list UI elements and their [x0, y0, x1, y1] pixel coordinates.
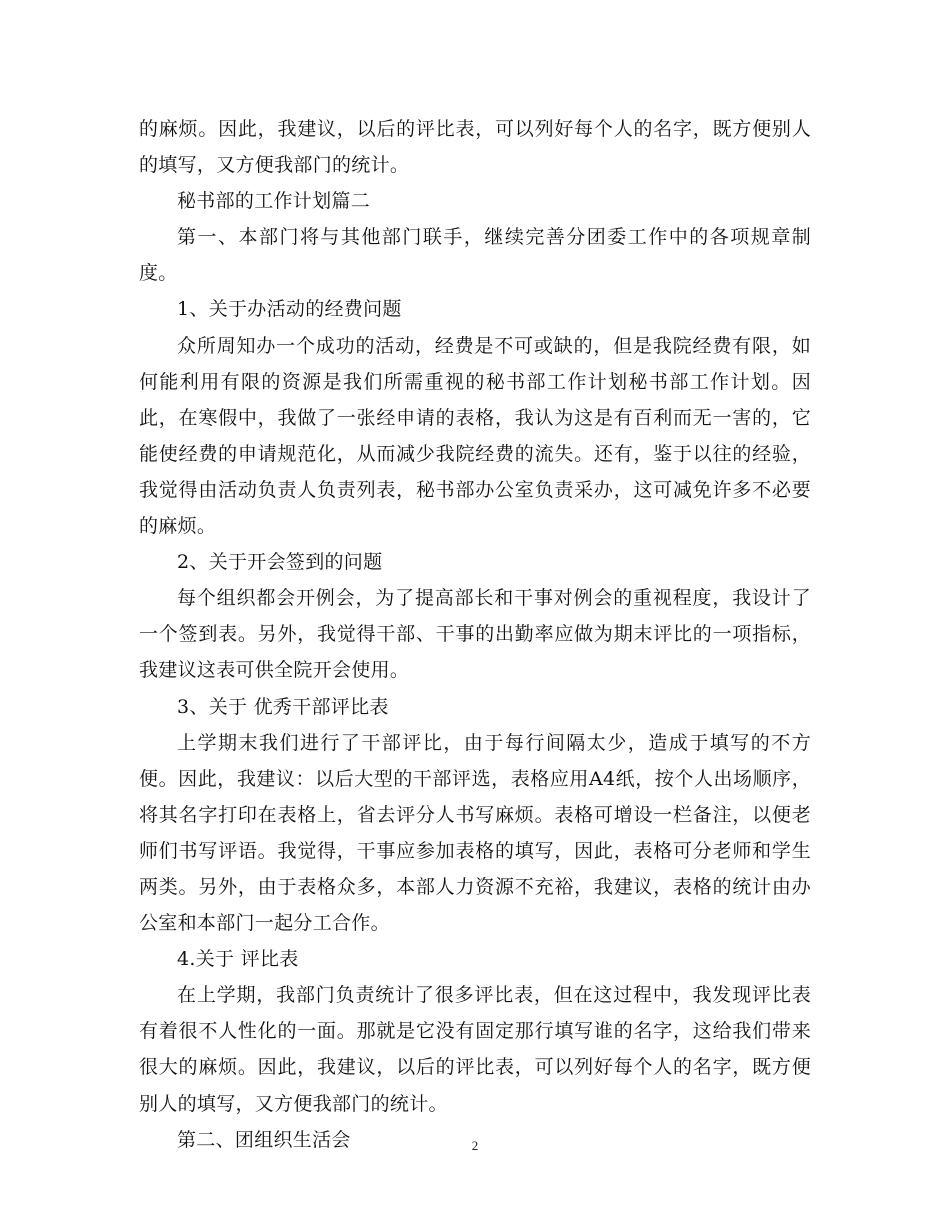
- page-number: 2: [471, 1138, 479, 1153]
- paragraph: 上学期末我们进行了干部评比，由于每行间隔太少，造成于填写的不方便。因此，我建议：以后大型的干部评选，表格应用A4纸，按个人出场顺序，将其名字打印在表格上，省去评分人书写麻烦。表格可增设一栏备注，以便老师们书写评语。我觉得，干事应参加表格的填写，因此，表格可分老师和学生两类。另外，由于表格众多，本部人力资源不充裕，我建议，表格的统计由办公室和本部门一起分工合作。: [139, 731, 811, 935]
- subheading: 2、关于开会签到的问题: [177, 551, 383, 574]
- section-title: 秘书部的工作计划篇二: [177, 190, 371, 213]
- subheading: 3、关于 优秀干部评比表: [177, 695, 389, 718]
- paragraph: 在上学期，我部门负责统计了很多评比表，但在这过程中，我发现评比表有着很不人性化的一面。那就是它没有固定那行填写谁的名字，这给我们带来很大的麻烦。因此，我建议，以后的评比表，可以列好每个人的名字，既方便别人的填写，又方便我部门的统计。: [139, 984, 811, 1115]
- section-title: 第二、团组织生活会: [177, 1128, 351, 1151]
- paragraph: 每个组织都会开例会，为了提高部长和干事对例会的重视程度，我设计了一个签到表。另外，我觉得干部、干事的出勤率应做为期末评比的一项指标，我建议这表可供全院开会使用。: [139, 587, 811, 682]
- paragraph: 第一、本部门将与其他部门联手，继续完善分团委工作中的各项规章制度。: [139, 226, 811, 285]
- paragraph-continuation: 的麻烦。因此，我建议，以后的评比表，可以列好每个人的名字，既方便别人的填写，又方便我部门的统计。: [139, 118, 811, 177]
- subheading: 4.关于 评比表: [177, 948, 299, 971]
- document-body: [139, 111, 811, 1158]
- paragraph: 众所周知办一个成功的活动，经费是不可或缺的，但是我院经费有限，如何能利用有限的资源是我们所需重视的秘书部工作计划秘书部工作计划。因此，在寒假中，我做了一张经申请的表格，我认为这是有百利而无一害的，它能使经费的申请规范化，从而减少我院经费的流失。还有，鉴于以往的经验，我觉得由活动负责人负责列表，秘书部办公室负责采办，这可减免许多不必要的麻烦。: [139, 334, 811, 538]
- subheading: 1、关于办活动的经费问题: [177, 298, 402, 321]
